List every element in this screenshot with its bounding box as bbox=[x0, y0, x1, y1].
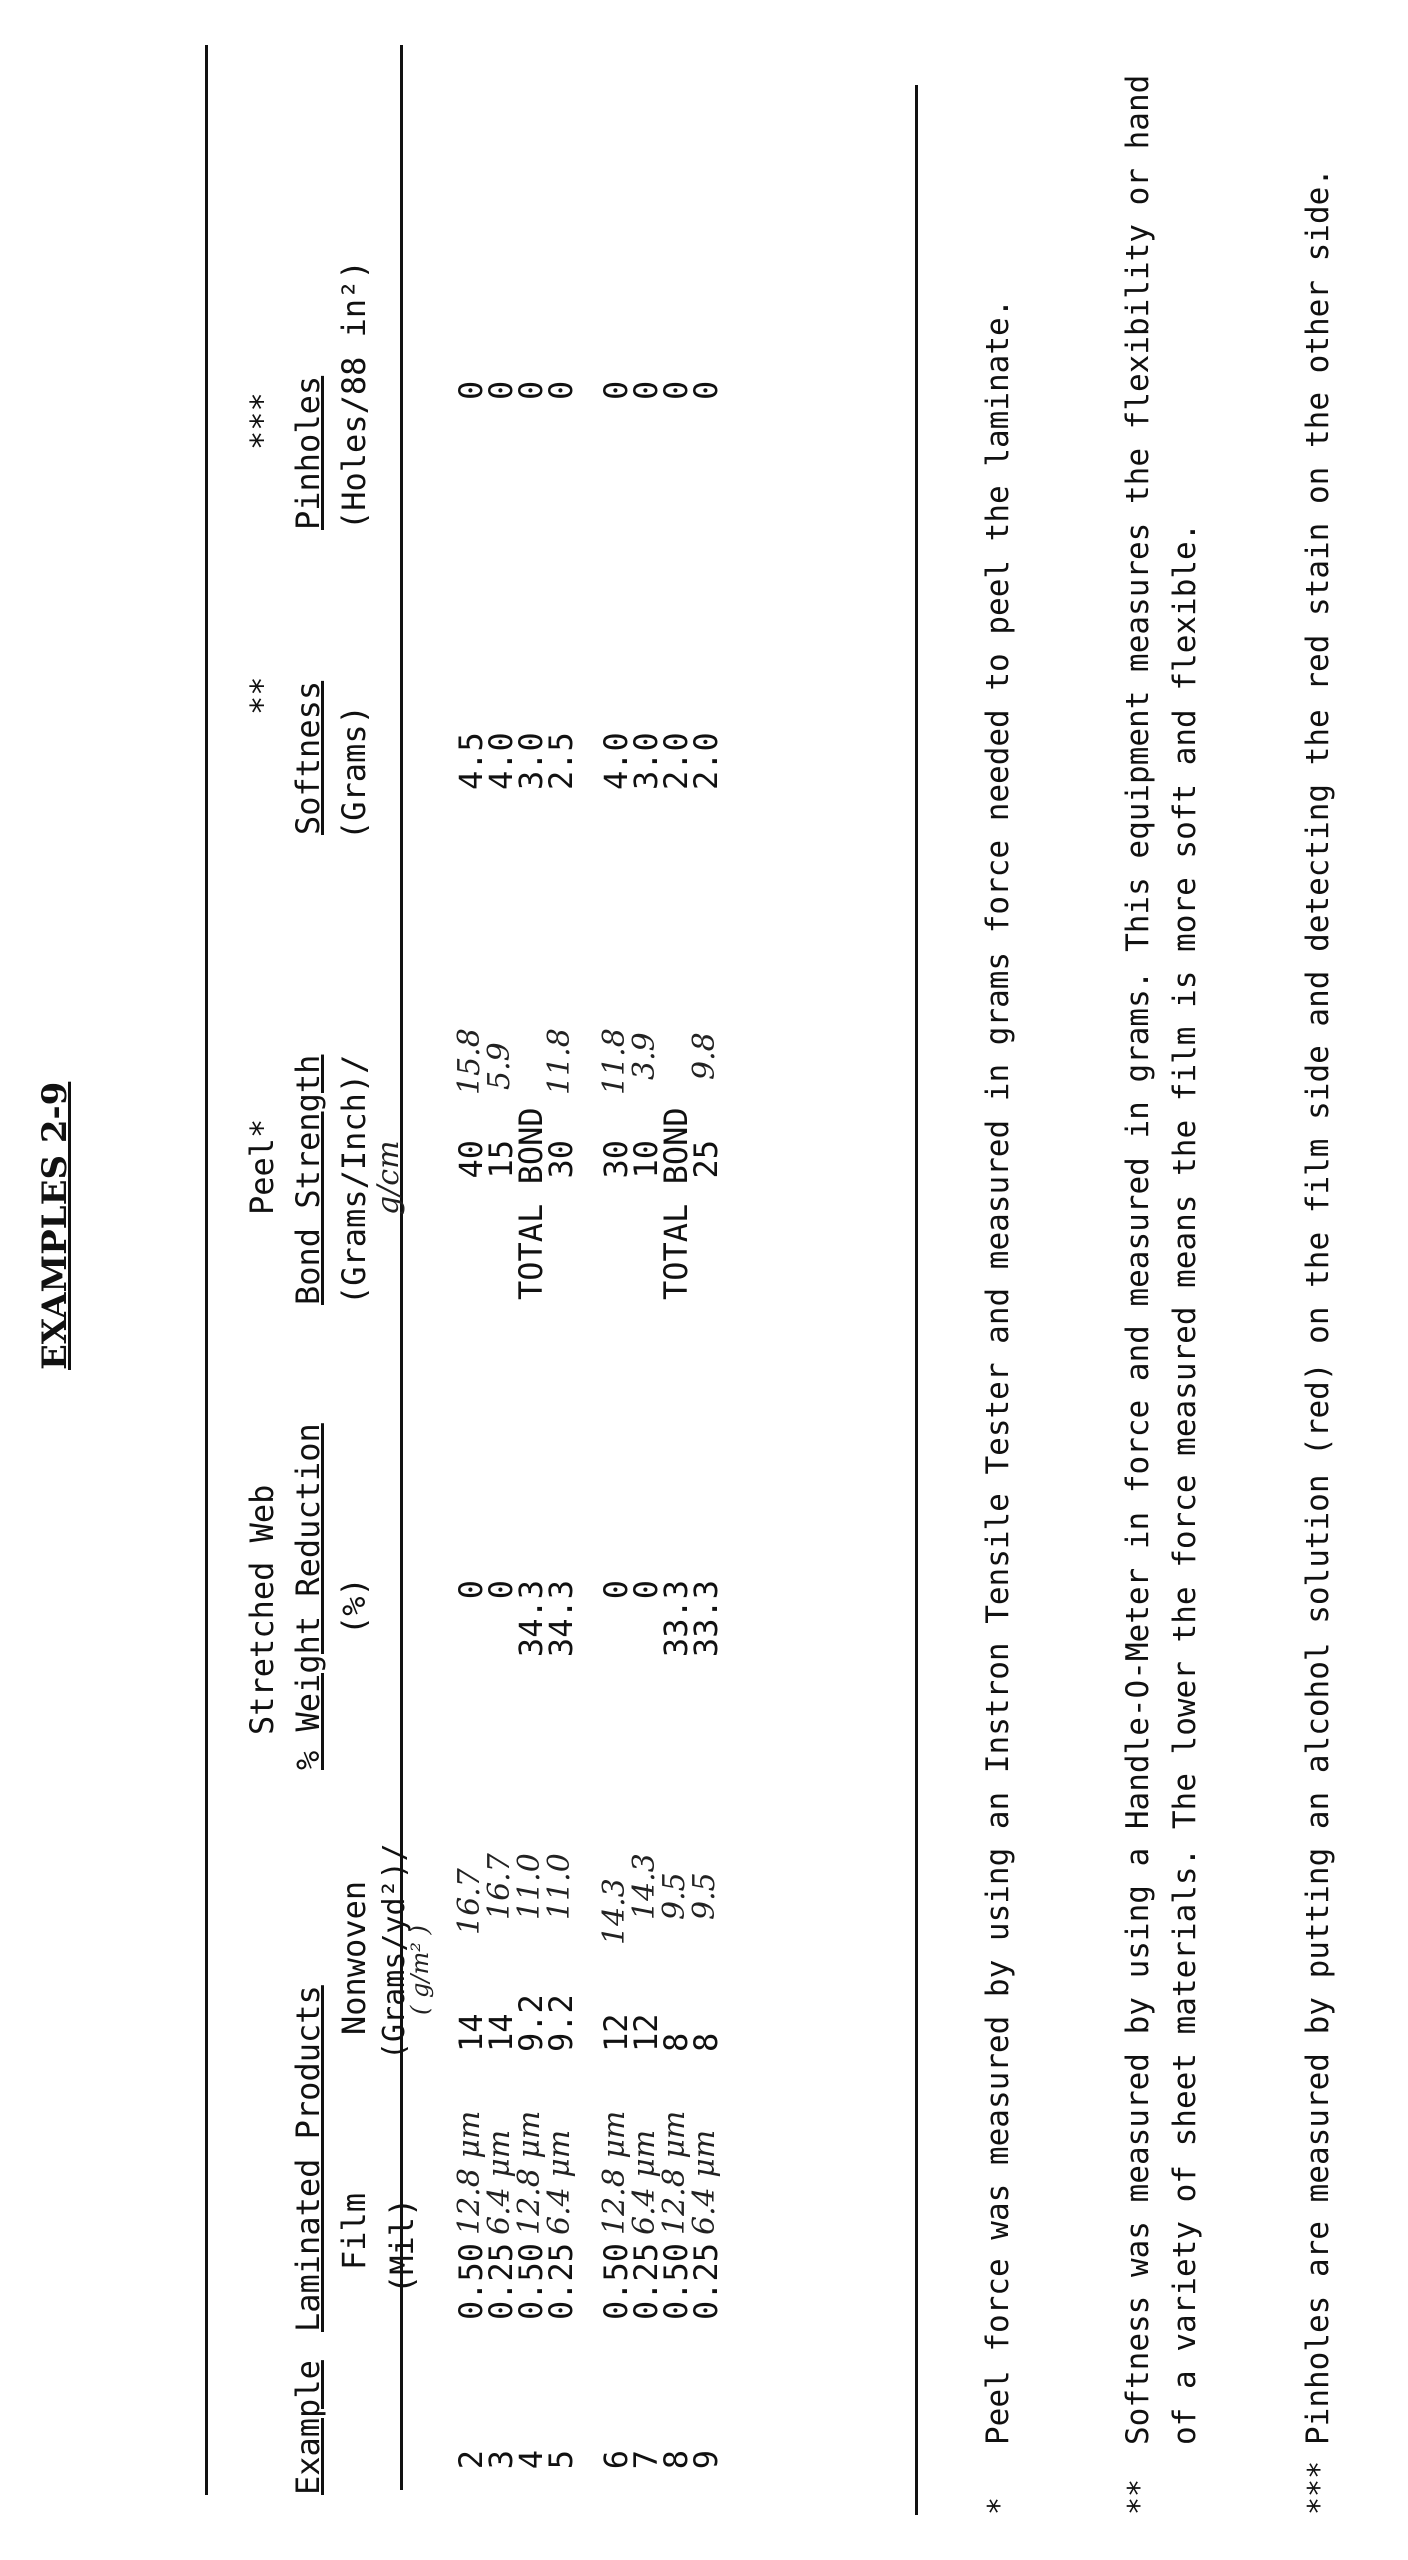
header-nonwoven-unit: (Grams/yd²)/ bbox=[377, 1843, 412, 2060]
cell-weight-reduction: 34.3 bbox=[542, 1580, 580, 1658]
header-softness: Softness bbox=[289, 680, 327, 835]
table-header-rule bbox=[400, 45, 403, 2490]
cell-film: 0.25 bbox=[687, 2242, 725, 2320]
cell-film: 0.50 bbox=[452, 2242, 490, 2320]
cell-peel: 40 bbox=[452, 1140, 490, 1179]
cell-peel: 30 bbox=[597, 1140, 635, 1179]
cell-softness: 2.0 bbox=[687, 732, 725, 790]
cell-film: 0.25 bbox=[542, 2242, 580, 2320]
cell-pinholes: 0 bbox=[687, 380, 725, 400]
cell-peel-metric: 11.8 bbox=[542, 1028, 577, 1095]
cell-peel: 25 bbox=[687, 1140, 725, 1179]
footnote-mark-peel: * bbox=[982, 2496, 1017, 2515]
cell-example: 5 bbox=[542, 2450, 580, 2470]
cell-example: 3 bbox=[482, 2450, 520, 2470]
cell-softness: 3.0 bbox=[512, 732, 550, 790]
cell-nonwoven-metric: 16.7 bbox=[482, 1853, 517, 1920]
cell-nonwoven: 8 bbox=[687, 2032, 725, 2052]
cell-film: 0.25 bbox=[482, 2242, 520, 2320]
table-row bbox=[542, 0, 580, 2560]
cell-example: 8 bbox=[657, 2450, 695, 2470]
cell-peel: 30 bbox=[542, 1140, 580, 1179]
cell-softness: 4.0 bbox=[597, 732, 635, 790]
cell-nonwoven: 12 bbox=[597, 2013, 635, 2052]
cell-nonwoven: 9.2 bbox=[512, 1994, 550, 2052]
cell-pinholes: 0 bbox=[542, 380, 580, 400]
softness-footnote-mark: ** bbox=[243, 676, 281, 715]
pinholes-footnote-mark: *** bbox=[243, 392, 281, 450]
header-film-unit: (Mil) bbox=[383, 2197, 421, 2294]
cell-film: 0.50 bbox=[657, 2242, 695, 2320]
cell-pinholes: 0 bbox=[452, 380, 490, 400]
cell-pinholes: 0 bbox=[597, 380, 635, 400]
table-row bbox=[687, 0, 725, 2560]
cell-film-metric: 12.8 μm bbox=[512, 2110, 547, 2235]
cell-nonwoven: 8 bbox=[657, 2032, 695, 2052]
cell-softness: 2.5 bbox=[542, 732, 580, 790]
cell-nonwoven: 14 bbox=[482, 2013, 520, 2052]
cell-film-metric: 6.4 μm bbox=[687, 2129, 722, 2235]
cell-softness: 4.5 bbox=[452, 732, 490, 790]
header-pinholes-unit: (Holes/88 in²) bbox=[335, 260, 373, 530]
footnote-softness: Softness was measured by using a Handle-O-Meter in force and measured in grams. This equipment measures the flexibility or hand of a variety of sheet materials. The lower the force measured means the film is more soft and flexible. bbox=[1120, 74, 1203, 2445]
cell-peel-metric: 15.8 bbox=[452, 1028, 487, 1095]
header-stretched-web: Stretched Web bbox=[243, 1484, 281, 1735]
header-laminated-products: Laminated Products bbox=[289, 1985, 327, 2332]
cell-nonwoven: 12 bbox=[627, 2013, 665, 2052]
footnote-peel: Peel force was measured by using an Instron Tensile Tester and measured in grams force needed to peel the laminate. bbox=[980, 298, 1016, 2445]
header-nonwoven-unit-metric: ( g/m² ) bbox=[406, 1925, 434, 2015]
cell-film-metric: 12.8 μm bbox=[657, 2110, 692, 2235]
header-peel: Peel* bbox=[243, 1118, 281, 1215]
header-weight-reduction: % Weight Reduction bbox=[289, 1423, 327, 1770]
cell-film-metric: 12.8 μm bbox=[452, 2110, 487, 2235]
header-bond-strength: Bond Strength bbox=[289, 1054, 327, 1305]
cell-weight-reduction: 34.3 bbox=[512, 1580, 550, 1658]
cell-film-metric: 6.4 μm bbox=[482, 2129, 517, 2235]
cell-weight-reduction: 33.3 bbox=[657, 1580, 695, 1658]
cell-film-metric: 6.4 μm bbox=[627, 2129, 662, 2235]
cell-film: 0.25 bbox=[627, 2242, 665, 2320]
cell-example: 6 bbox=[597, 2450, 635, 2470]
cell-nonwoven: 14 bbox=[452, 2013, 490, 2052]
cell-example: 4 bbox=[512, 2450, 550, 2470]
cell-pinholes: 0 bbox=[512, 380, 550, 400]
cell-softness: 4.0 bbox=[482, 732, 520, 790]
cell-nonwoven-metric: 14.3 bbox=[597, 1878, 632, 1945]
cell-peel-total-bond: TOTAL BOND bbox=[657, 1107, 695, 1300]
cell-peel: 10 bbox=[627, 1140, 665, 1179]
header-softness-unit: (Grams) bbox=[335, 705, 373, 840]
cell-film: 0.50 bbox=[512, 2242, 550, 2320]
cell-weight-reduction: 0 bbox=[452, 1580, 490, 1600]
cell-peel-metric: 9.8 bbox=[687, 1032, 722, 1080]
cell-softness: 2.0 bbox=[657, 732, 695, 790]
page-title: EXAMPLES 2-9 bbox=[35, 1081, 75, 1370]
header-example: Example bbox=[289, 2360, 327, 2495]
footnote-mark-softness: ** bbox=[1122, 2478, 1157, 2515]
cell-pinholes: 0 bbox=[627, 380, 665, 400]
cell-example: 2 bbox=[452, 2450, 490, 2470]
cell-peel: 15 bbox=[482, 1140, 520, 1179]
header-weight-reduction-unit: (%) bbox=[335, 1577, 373, 1635]
footnote-pinholes: Pinholes are measured by putting an alcohol solution (red) on the film side and detecting the red stain on the other side. bbox=[1300, 168, 1336, 2445]
table-top-rule bbox=[205, 45, 208, 2495]
header-film: Film bbox=[335, 2192, 373, 2270]
cell-peel-metric: 11.8 bbox=[597, 1028, 632, 1095]
cell-weight-reduction: 0 bbox=[597, 1580, 635, 1600]
header-bond-strength-unit: (Grams/Inch)/ bbox=[335, 1054, 373, 1305]
header-pinholes: Pinholes bbox=[289, 375, 327, 530]
cell-weight-reduction: 33.3 bbox=[687, 1580, 725, 1658]
cell-peel-total-bond: TOTAL BOND bbox=[512, 1107, 550, 1300]
footnote-mark-pinholes: *** bbox=[1302, 2460, 1337, 2515]
cell-nonwoven-metric: 11.0 bbox=[512, 1853, 547, 1920]
cell-film-metric: 6.4 μm bbox=[542, 2129, 577, 2235]
cell-nonwoven-metric: 11.0 bbox=[542, 1853, 577, 1920]
cell-peel-metric: 5.9 bbox=[482, 1042, 517, 1090]
cell-peel-metric: 3.9 bbox=[627, 1032, 662, 1080]
cell-nonwoven: 9.2 bbox=[542, 1994, 580, 2052]
cell-film: 0.50 bbox=[597, 2242, 635, 2320]
cell-nonwoven-metric: 9.5 bbox=[687, 1872, 722, 1920]
cell-pinholes: 0 bbox=[482, 380, 520, 400]
cell-softness: 3.0 bbox=[627, 732, 665, 790]
cell-example: 9 bbox=[687, 2450, 725, 2470]
cell-nonwoven-metric: 9.5 bbox=[657, 1872, 692, 1920]
cell-nonwoven-metric: 16.7 bbox=[452, 1868, 487, 1935]
cell-weight-reduction: 0 bbox=[627, 1580, 665, 1600]
cell-film-metric: 12.8 μm bbox=[597, 2110, 632, 2235]
cell-pinholes: 0 bbox=[657, 380, 695, 400]
header-nonwoven: Nonwoven bbox=[335, 1880, 373, 2035]
cell-weight-reduction: 0 bbox=[482, 1580, 520, 1600]
cell-nonwoven-metric: 14.3 bbox=[627, 1853, 662, 1920]
cell-example: 7 bbox=[627, 2450, 665, 2470]
header-bond-strength-unit-metric: g/cm bbox=[371, 1140, 406, 1215]
table-bottom-rule bbox=[915, 85, 918, 2515]
